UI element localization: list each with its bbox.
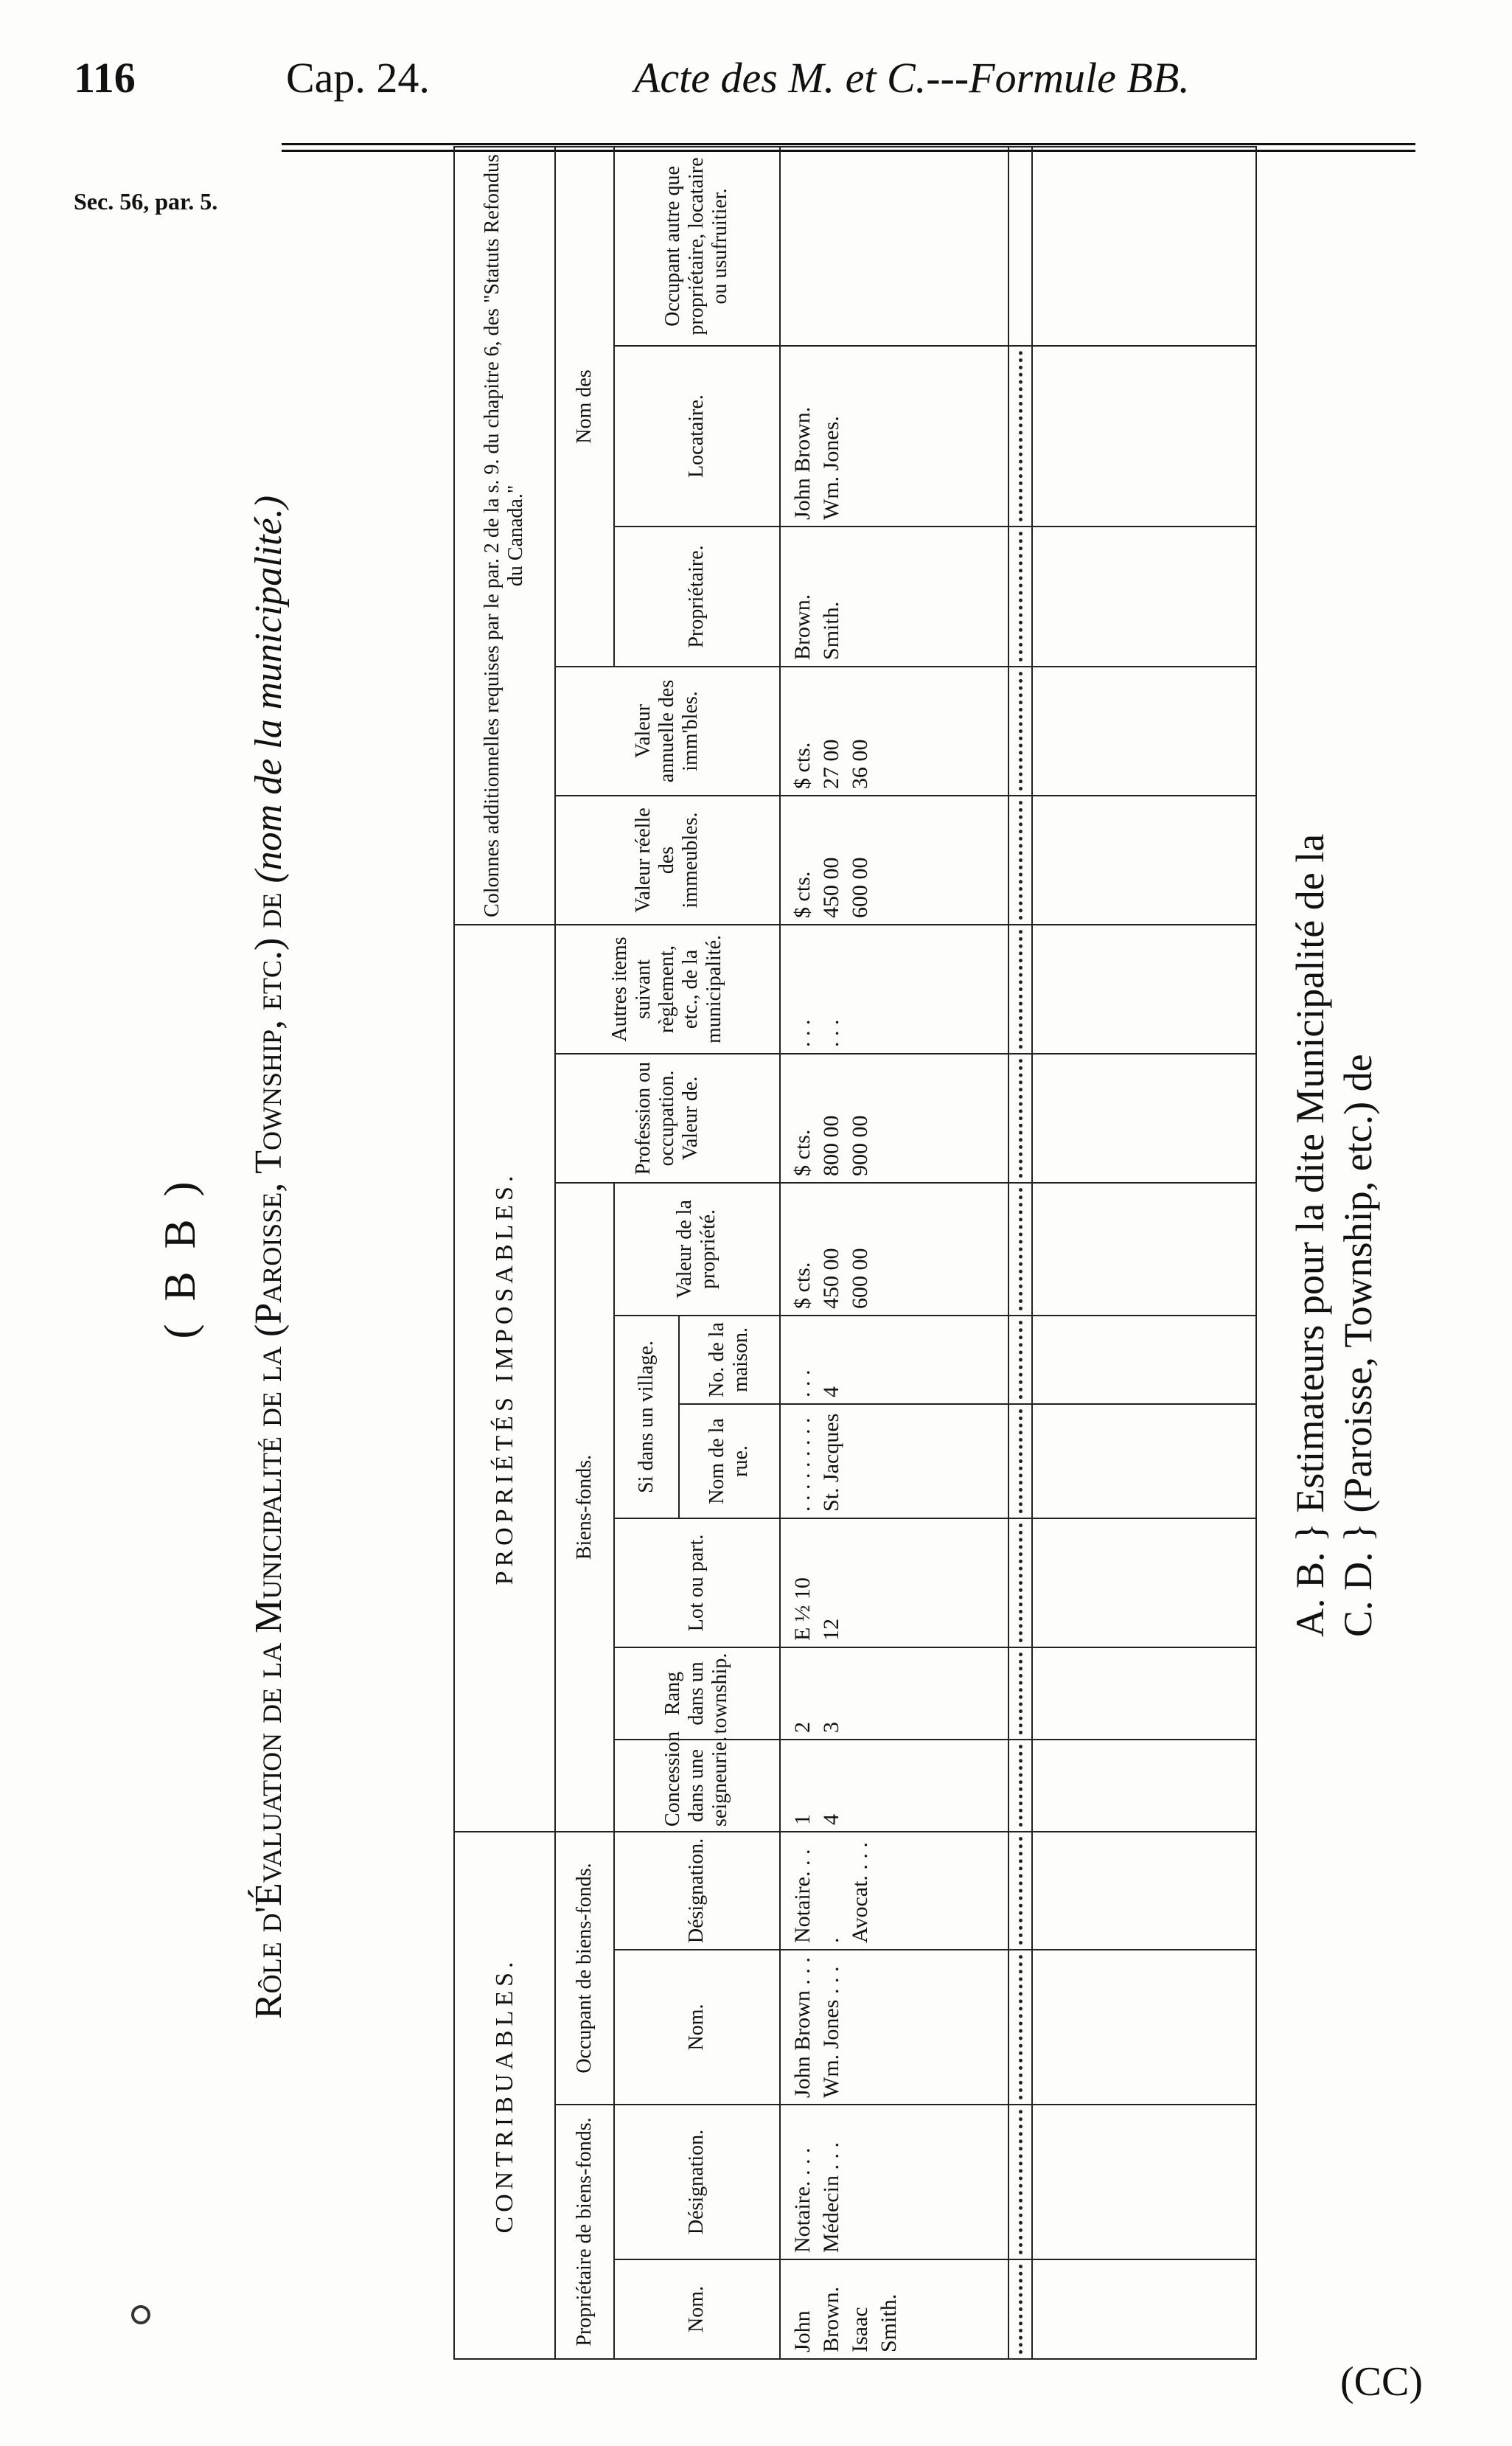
row-2-occ-nom: Wm. Jones . . . bbox=[818, 1966, 843, 2098]
running-title: Acte des M. et C.---Formule BB. bbox=[634, 54, 1190, 102]
col-prop-nom: Nom. bbox=[614, 2259, 779, 2359]
row-1-rang: 2 bbox=[790, 1721, 815, 1733]
form-label: ( B B ) bbox=[156, 1175, 204, 1339]
cell-prop-nom bbox=[780, 2259, 1008, 2359]
signature-line-1: A. B. } Estimateurs pour la dite Municipalité de la bbox=[1288, 833, 1332, 1637]
row-2-prop-nom: Isaac Smith. bbox=[847, 2293, 901, 2352]
row-2-concession: 4 bbox=[818, 1813, 843, 1825]
row-2-maison: 4 bbox=[818, 1386, 843, 1397]
row-1-valeur-propriete: 450 00 bbox=[818, 1248, 843, 1309]
cell-valeur-propriete bbox=[780, 1183, 1008, 1316]
col-locataire: Locataire. bbox=[614, 346, 779, 527]
cell-rue bbox=[780, 1404, 1008, 1518]
dotted-leader bbox=[1008, 1518, 1032, 1647]
row-1-proprietaire: Brown. bbox=[790, 594, 815, 660]
row-2-occ-desig: Avocat. . . . bbox=[847, 1842, 872, 1943]
row-1-occ-nom: John Brown . . . bbox=[790, 1957, 815, 2098]
dotted-leader bbox=[1008, 925, 1032, 1054]
cell-occ-nom bbox=[780, 1950, 1008, 2105]
sub-village: Si dans un village. bbox=[614, 1316, 679, 1518]
col-maison: No. de la maison. bbox=[679, 1316, 780, 1404]
cell-concession bbox=[780, 1740, 1008, 1832]
col-valeur-annuelle: Valeur annuelle des imm'bles. bbox=[555, 667, 780, 796]
currency-label: $ cts. bbox=[790, 1262, 815, 1309]
row-2-rang: 3 bbox=[818, 1721, 843, 1733]
row-1-occ-desig: Notaire. . . . bbox=[790, 1849, 843, 1943]
row-2-autres: . . . bbox=[818, 1019, 843, 1047]
col-occupant-autre: Occupant autre que propriétaire, locataire ou usufruitier. bbox=[614, 147, 779, 346]
dotted-leader bbox=[1008, 1183, 1032, 1316]
col-valeur-reelle: Valeur réelle des immeubles. bbox=[555, 796, 780, 925]
sub-occupant: Occupant de biens-fonds. bbox=[555, 1832, 615, 2105]
rotated-form bbox=[147, 155, 1415, 2360]
col-autres-items: Autres items suivant règlement, etc., de la municipalité. bbox=[555, 925, 780, 1054]
chapter-label: Cap. 24. bbox=[286, 54, 430, 102]
row-1-autres: . . . bbox=[790, 1019, 815, 1047]
group-proprietes: PROPRIÉTÉS IMPOSABLES. bbox=[454, 925, 555, 1832]
row-2-lot: 12 bbox=[818, 1618, 843, 1641]
signature-line-2: C. D. } (Paroisse, Township, etc.) de bbox=[1335, 1054, 1380, 1637]
dotted-leader bbox=[1008, 667, 1032, 796]
row-2-valeur-propriete: 600 00 bbox=[847, 1248, 872, 1309]
signature-block bbox=[1286, 834, 1382, 1637]
blank-cell bbox=[1032, 1740, 1256, 1832]
col-rue: Nom de la rue. bbox=[679, 1404, 780, 1518]
dotted-leader bbox=[1008, 2105, 1032, 2259]
row-1-prop-nom: John Brown. bbox=[790, 2286, 843, 2352]
col-proprietaire: Propriétaire. bbox=[614, 527, 779, 667]
row-2-profession: 900 00 bbox=[847, 1115, 872, 1176]
row-2-rue: St. Jacques bbox=[818, 1413, 843, 1512]
row-1-valeur-annuelle: 27 00 bbox=[818, 739, 843, 789]
form-title-italic: (nom de la municipalité.) bbox=[248, 495, 290, 883]
row-2-locataire: Wm. Jones. bbox=[818, 416, 843, 520]
dotted-leader bbox=[1008, 2259, 1032, 2359]
col-profession: Profession ou occupation. Valeur de. bbox=[555, 1054, 780, 1183]
blank-cell bbox=[1032, 1950, 1256, 2105]
evaluation-table bbox=[453, 146, 1257, 2360]
cell-prop-desig bbox=[780, 2105, 1008, 2259]
blank-cell bbox=[1032, 2259, 1256, 2359]
row-1-profession: 800 00 bbox=[818, 1115, 843, 1176]
blank-cell bbox=[1032, 667, 1256, 796]
blank-cell bbox=[1032, 1404, 1256, 1518]
margin-note: Sec. 56, par. 5. bbox=[74, 188, 218, 215]
blank-cell bbox=[1032, 147, 1256, 346]
dotted-leader bbox=[1008, 1054, 1032, 1183]
dotted-leader bbox=[1008, 346, 1032, 527]
row-1-rue: . . . . . . . . . bbox=[790, 1417, 815, 1512]
blank-cell bbox=[1032, 1054, 1256, 1183]
sub-proprietaire: Propriétaire de biens-fonds. bbox=[555, 2105, 615, 2359]
col-valeur-propriete: Valeur de la propriété. bbox=[614, 1183, 779, 1316]
sub-biens-fonds: Biens-fonds. bbox=[555, 1183, 615, 1832]
cell-proprietaire bbox=[780, 527, 1008, 667]
row-1-valeur-reelle: 450 00 bbox=[818, 857, 843, 918]
col-rang: Rang dans un township. bbox=[614, 1647, 779, 1740]
col-lot: Lot ou part. bbox=[614, 1518, 779, 1647]
dotted-leader bbox=[1008, 796, 1032, 925]
col-concession: Concession dans une seigneurie. bbox=[614, 1740, 779, 1832]
dotted-leader bbox=[1008, 527, 1032, 667]
blank-cell bbox=[1032, 527, 1256, 667]
cell-occupant-autre bbox=[780, 147, 1008, 346]
dotted-leader bbox=[1008, 1832, 1032, 1950]
form-title-text: Rôle d'Évaluation de la Municipalité de la (Paroisse, Township, etc.) de bbox=[248, 883, 290, 2020]
currency-label: $ cts. bbox=[790, 871, 815, 918]
row-2-prop-desig: Médecin . . . bbox=[818, 2142, 843, 2253]
form-title bbox=[247, 155, 290, 2360]
dotted-leader bbox=[1008, 1647, 1032, 1740]
blank-cell bbox=[1032, 1518, 1256, 1647]
cell-profession bbox=[780, 1054, 1008, 1183]
row-2-valeur-reelle: 600 00 bbox=[847, 857, 872, 918]
blank-cell bbox=[1032, 346, 1256, 527]
blank-cell bbox=[1032, 796, 1256, 925]
col-occ-nom: Nom. bbox=[614, 1950, 779, 2105]
dotted-leader bbox=[1008, 1740, 1032, 1832]
row-2-valeur-annuelle: 36 00 bbox=[847, 739, 872, 789]
page-number: 116 bbox=[74, 54, 136, 102]
blank-cell bbox=[1032, 925, 1256, 1054]
dotted-leader bbox=[1008, 147, 1032, 346]
cell-locataire bbox=[780, 346, 1008, 527]
blank-cell bbox=[1032, 1647, 1256, 1740]
group-colonnes-additionnelles: Colonnes additionnelles requises par le par. 2 de la s. 9. du chapitre 6, des "Statuts Refondus du Canada." bbox=[454, 147, 555, 925]
cell-autres bbox=[780, 925, 1008, 1054]
blank-cell bbox=[1032, 1183, 1256, 1316]
blank-cell bbox=[1032, 2105, 1256, 2259]
cell-valeur-reelle bbox=[780, 796, 1008, 925]
blank-cell bbox=[1032, 1832, 1256, 1950]
row-1-prop-desig: Notaire. . . . bbox=[790, 2147, 815, 2253]
row-2-proprietaire: Smith. bbox=[818, 601, 843, 660]
row-1-concession: 1 bbox=[790, 1813, 815, 1825]
row-1-lot: E ½ 10 bbox=[790, 1577, 815, 1641]
col-occ-designation: Désignation. bbox=[614, 1832, 779, 1950]
cell-lot bbox=[780, 1518, 1008, 1647]
currency-label: $ cts. bbox=[790, 742, 815, 789]
dotted-leader bbox=[1008, 1316, 1032, 1404]
dotted-leader bbox=[1008, 1404, 1032, 1518]
header-rule bbox=[282, 143, 1415, 145]
row-1-locataire: John Brown. bbox=[790, 406, 815, 520]
cell-occ-desig bbox=[780, 1832, 1008, 1950]
next-form-mark: (CC) bbox=[1340, 2359, 1423, 2405]
currency-label: $ cts. bbox=[790, 1129, 815, 1176]
col-prop-designation: Désignation. bbox=[614, 2105, 779, 2259]
cell-valeur-annuelle bbox=[780, 667, 1008, 796]
group-contribuables: CONTRIBUABLES. bbox=[454, 1832, 555, 2359]
blank-cell bbox=[1032, 1316, 1256, 1404]
row-1-maison: . . . bbox=[790, 1369, 815, 1397]
sub-nom-des: Nom des bbox=[555, 147, 615, 667]
cell-rang bbox=[780, 1647, 1008, 1740]
cell-maison bbox=[780, 1316, 1008, 1404]
dotted-leader bbox=[1008, 1950, 1032, 2105]
